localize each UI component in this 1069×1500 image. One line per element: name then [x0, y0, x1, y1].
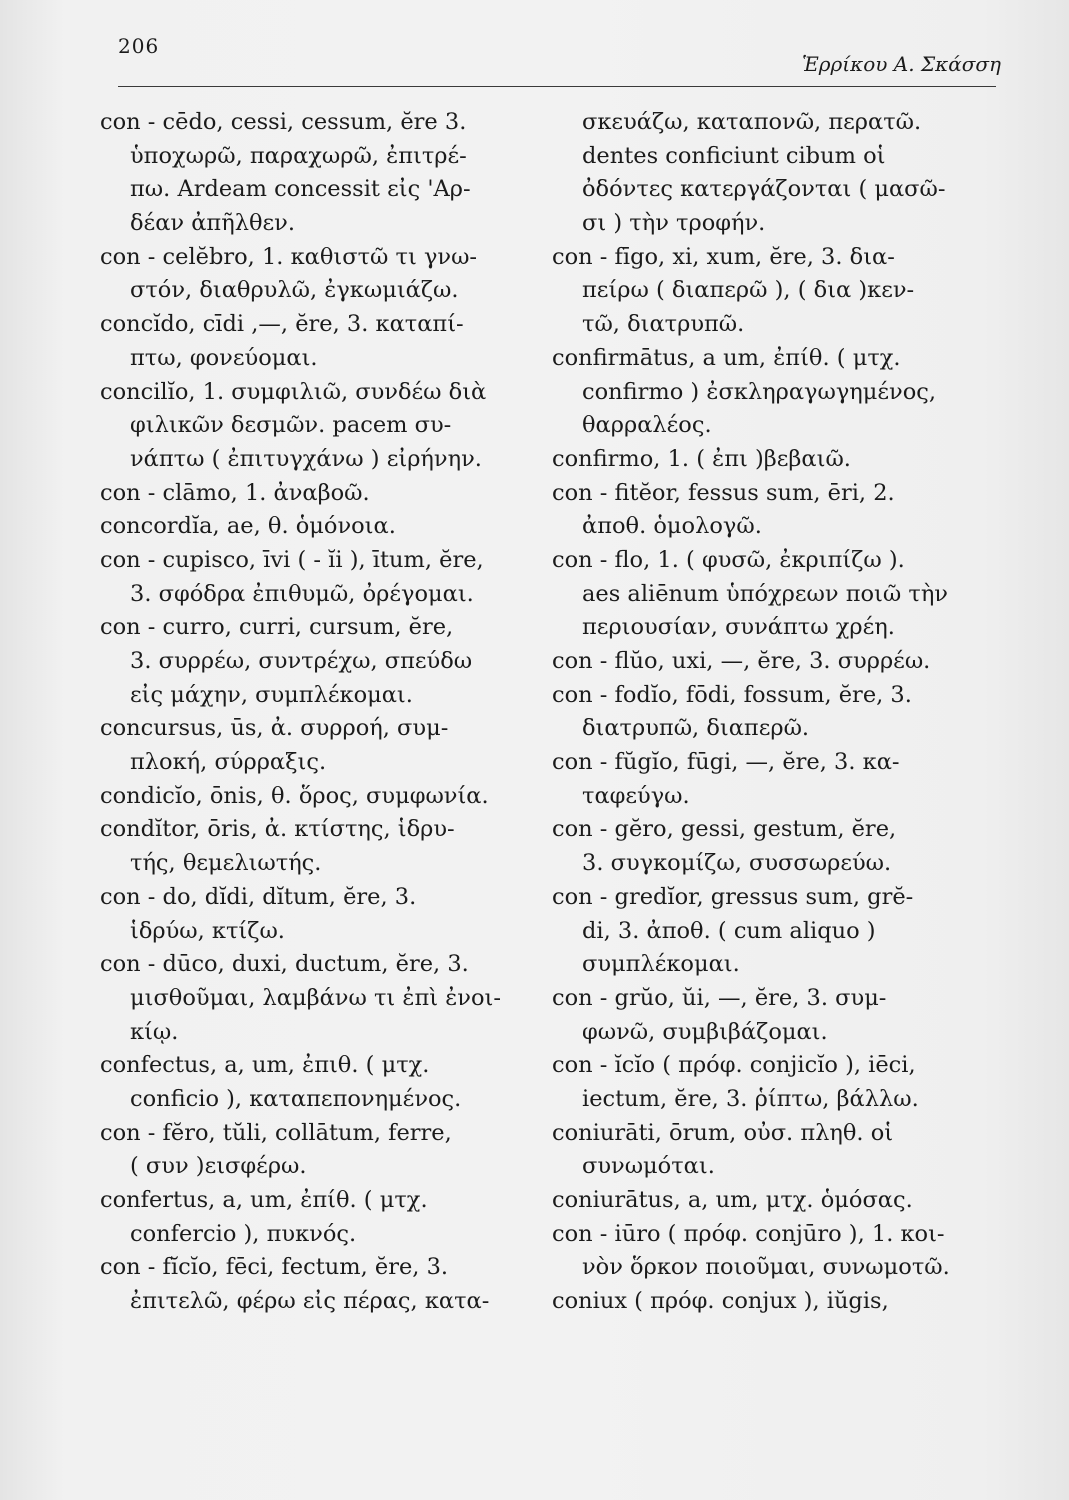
entry-headword-line: con - grŭo, ŭi, —, ĕre, 3. συμ- [552, 984, 887, 1011]
entry-continuation-line: ἀποθ. ὁμολογῶ. [582, 513, 762, 540]
entry-continuation-line: τῶ, διατρυπῶ. [582, 311, 745, 338]
entry-headword-line: confectus, a, um, ἐπιθ. ( μτχ. [100, 1052, 430, 1079]
entry-headword-line: confirmo, 1. ( ἐπι )βεβαιῶ. [552, 445, 851, 472]
entry-headword-line: con - fitĕor, fessus sum, ēri, 2. [552, 479, 895, 506]
entry-continuation-line: σκευάζω, καταπονῶ, περατῶ. [582, 109, 922, 135]
entry-headword-line: condicĭo, ōnis, θ. ὅρος, συμφωνία. [100, 782, 489, 809]
entry-continuation-line: κίῳ. [130, 1018, 179, 1045]
entry-headword-line: confertus, a, um, ἐπίθ. ( μτχ. [100, 1187, 428, 1213]
entry-continuation-line: διατρυπῶ, διαπερῶ. [582, 715, 810, 742]
entry-headword-line: con - gĕro, gessi, gestum, ĕre, [552, 816, 897, 843]
entry-headword-line: con - gredĭor, gressus sum, grĕ- [552, 883, 914, 910]
entry-headword-line: concilĭo, 1. συμφιλιῶ, συνδέω διὰ [100, 378, 487, 405]
entry-headword-line: con - flo, 1. ( φυσῶ, ἐκριπίζω ). [552, 546, 905, 573]
entry-headword-line: con - dūco, duxi, ductum, ĕre, 3. [100, 951, 469, 978]
entry-continuation-line: ταφεύγω. [582, 782, 690, 809]
entry-continuation-line: di, 3. ἀποθ. ( cum aliquo ) [582, 917, 876, 944]
entry-continuation-line: δέαν ἀπῆλθεν. [130, 210, 295, 237]
entry-continuation-line: conficio ), καταπεπονημένος. [130, 1085, 462, 1112]
entry-headword-line: con - fīgo, xi, xum, ĕre, 3. δια- [552, 243, 895, 270]
entry-continuation-line: iectum, ĕre, 3. ῥίπτω, βάλλω. [582, 1085, 919, 1112]
entry-headword-line: concĭdo, cīdi ,—, ĕre, 3. καταπί- [100, 311, 464, 338]
header-rule [118, 86, 996, 87]
entry-headword-line: con - do, dĭdi, dĭtum, ĕre, 3. [100, 883, 417, 910]
running-head: Ἑρρίκου Α. Σκάσση [801, 52, 1001, 76]
entry-headword-line: con - flŭo, uxi, —, ĕre, 3. συρρέω. [552, 648, 931, 674]
entry-continuation-line: πλοκή, σύρραξις. [130, 749, 327, 776]
entry-headword-line: con - clāmo, 1. ἀναβοῶ. [100, 479, 370, 506]
entry-continuation-line: dentes conficiunt cibum οἱ [582, 142, 886, 169]
entry-continuation-line: σι ) τὴν τροφήν. [582, 210, 766, 237]
entry-continuation-line: φιλικῶν δεσμῶν. pacem συ- [130, 412, 452, 439]
entry-headword-line: coniurāti, ōrum, οὐσ. πληθ. οἱ [552, 1119, 894, 1146]
entry-headword-line: con - cupisco, īvi ( - ĭi ), ītum, ĕre, [100, 546, 484, 573]
entry-continuation-line: συμπλέκομαι. [582, 951, 740, 978]
entry-continuation-line: μισθοῦμαι, λαμβάνω τι ἐπὶ ἐνοι- [130, 984, 501, 1011]
entry-continuation-line: νάπτω ( ἐπιτυγχάνω ) εἰρήνην. [130, 445, 482, 472]
entry-continuation-line: φωνῶ, συμβιβάζομαι. [582, 1018, 828, 1045]
entry-headword-line: con - fodĭo, fōdi, fossum, ĕre, 3. [552, 681, 912, 708]
entry-headword-line: con - ĭcĭo ( πρόφ. conjicĭo ), iēci, [552, 1052, 916, 1079]
page-number: 206 [118, 34, 160, 58]
entry-headword-line: con - fĕro, tŭli, collātum, ferre, [100, 1119, 452, 1146]
entry-continuation-line: 3. σφόδρα ἐπιθυμῶ, ὀρέγομαι. [130, 580, 474, 607]
entry-continuation-line: ( συν )εισφέρω. [130, 1153, 307, 1180]
entry-continuation-line: ἱδρύω, κτίζω. [130, 917, 285, 944]
entry-continuation-line: confirmo ) ἐσκληραγωγημένος, [582, 378, 937, 405]
entry-headword-line: con - curro, curri, cursum, ĕre, [100, 614, 454, 641]
entry-continuation-line: confercio ), πυκνός. [130, 1220, 357, 1247]
entry-headword-line: con - fŭgĭo, fūgi, —, ĕre, 3. κα- [552, 749, 900, 776]
entry-continuation-line: ἐπιτελῶ, φέρω εἰς πέρας, κατα- [130, 1288, 490, 1315]
entry-continuation-line: πω. Ardeam concessit εἰς 'Αρ- [130, 176, 471, 203]
entry-headword-line: condĭtor, ōris, ἀ. κτίστης, ἱδρυ- [100, 816, 455, 843]
entry-headword-line: confirmātus, a um, ἐπίθ. ( μτχ. [552, 344, 901, 371]
entry-continuation-line: θαρραλέος. [582, 412, 712, 439]
entry-continuation-line: aes aliēnum ὑπόχρεων ποιῶ τὴν [582, 580, 948, 607]
entry-headword-line: concursus, ūs, ἀ. συρροή, συμ- [100, 715, 449, 742]
entry-continuation-line: νὸν ὅρκον ποιοῦμαι, συνωμοτῶ. [582, 1254, 950, 1281]
entry-continuation-line: 3. συγκομίζω, συσσωρεύω. [582, 850, 892, 877]
entry-continuation-line: περιουσίαν, συνάπτω χρέη. [582, 614, 895, 641]
entry-continuation-line: ὀδόντες κατεργάζονται ( μασῶ- [582, 176, 946, 203]
entry-headword-line: con - fĭcĭo, fēci, fectum, ĕre, 3. [100, 1254, 449, 1281]
entry-continuation-line: ὑποχωρῶ, παραχωρῶ, ἐπιτρέ- [130, 142, 467, 169]
entry-headword-line: coniux ( πρόφ. conjux ), iŭgis, [552, 1288, 889, 1315]
left-column [100, 106, 552, 1319]
entry-headword-line: con - iūro ( πρόφ. conjūro ), 1. κοι- [552, 1220, 945, 1247]
entry-continuation-line: πτω, φονεύομαι. [130, 344, 318, 371]
entry-continuation-line: εἰς μάχην, συμπλέκομαι. [130, 681, 413, 708]
entry-continuation-line: τής, θεμελιωτής. [130, 850, 322, 877]
entry-headword-line: con - celĕbro, 1. καθιστῶ τι γνω- [100, 243, 478, 270]
entry-continuation-line: 3. συρρέω, συντρέχω, σπεύδω [130, 648, 473, 674]
entry-continuation-line: συνωμόται. [582, 1153, 715, 1180]
entry-headword-line: con - cēdo, cessi, cessum, ĕre 3. [100, 109, 467, 135]
entry-headword-line: coniurātus, a, um, μτχ. ὁμόσας. [552, 1187, 913, 1213]
entry-continuation-line: πείρω ( διαπερῶ ), ( δια )κεν- [582, 277, 915, 304]
entry-headword-line: concordĭa, ae, θ. ὁμόνοια. [100, 513, 396, 540]
entry-continuation-line: στόν, διαθρυλῶ, ἐγκωμιάζω. [130, 277, 459, 304]
right-column [552, 106, 992, 1319]
